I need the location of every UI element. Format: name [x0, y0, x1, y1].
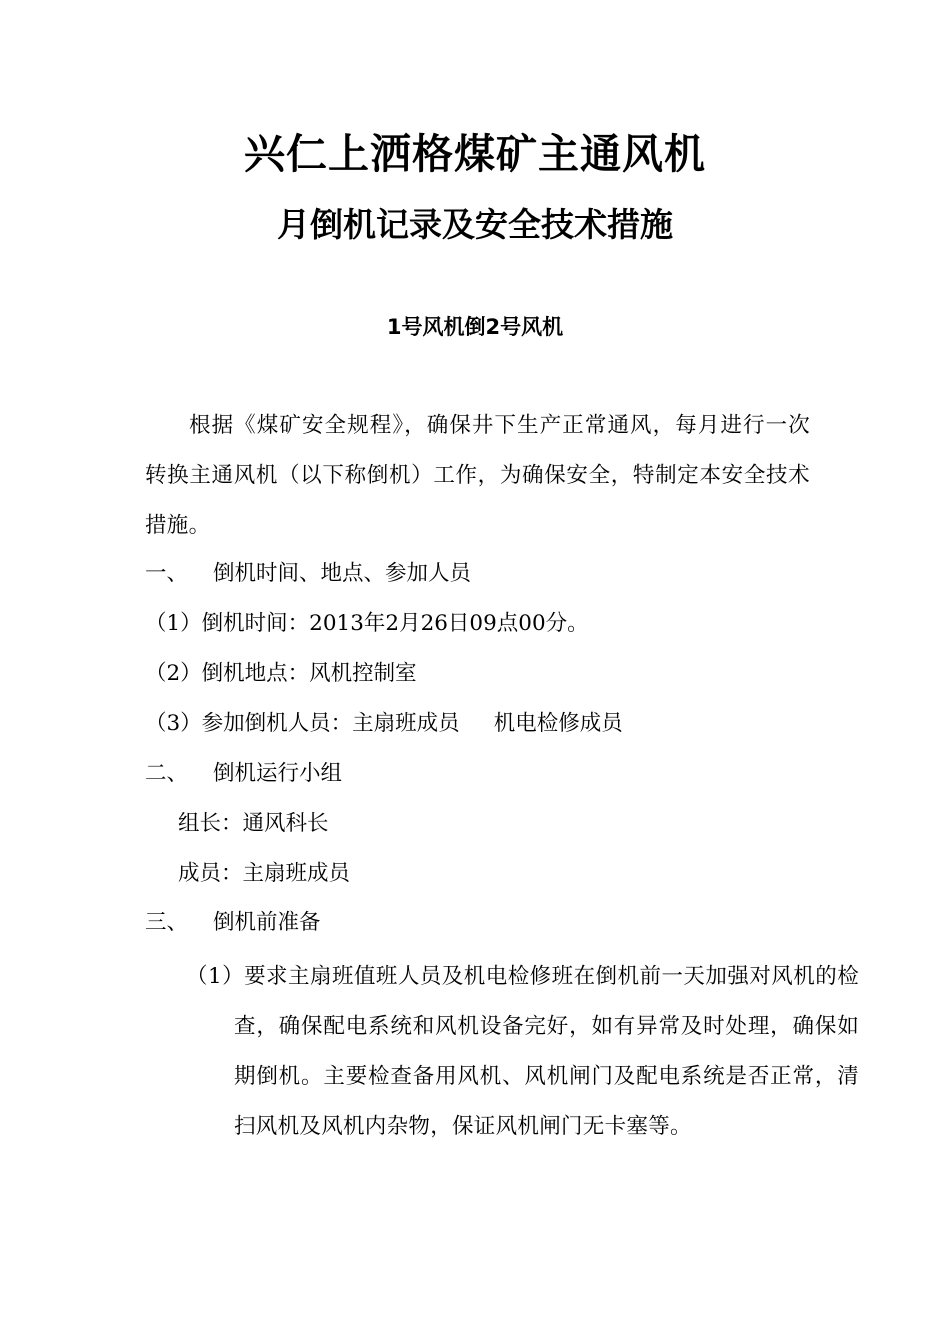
section-2-title: 倒机运行小组 [213, 761, 343, 786]
section-3-item-1: （1）要求主扇班值班人员及机电检修班在倒机前一天加强对风机的检查，确保配电系统和风机设备完好，如有异常及时处理，确保如期倒机。主要检查备用风机、风机闸门及配电系统是否正常，清扫风机及风机内杂物，保证风机闸门无卡塞等。 [186, 964, 859, 1139]
intro-paragraph: 根据《煤矿安全规程》，确保井下生产正常通风，每月进行一次转换主通风机（以下称倒机）工作，为确保安全，特制定本安全技术措施。 [145, 413, 810, 538]
section-1-item-3 [145, 706, 623, 742]
section-2-number: 二、 [145, 761, 189, 786]
section-2-heading [145, 756, 342, 792]
section-1-number: 一、 [145, 561, 189, 586]
section-1-item-3-suffix: 机电检修成员 [493, 711, 623, 736]
document-title-sub: 月倒机记录及安全技术措施 [277, 205, 673, 244]
document-subtitle: 1号风机倒2号风机 [386, 315, 564, 339]
section-3-number: 三、 [145, 910, 189, 935]
section-2-members: 成员：主扇班成员 [178, 861, 351, 886]
section-1-item-1: （1）倒机时间：2013年2月26日09点00分。 [145, 611, 589, 636]
section-2-leader: 组长：通风科长 [178, 811, 329, 836]
document-title: 兴仁上洒格煤矿主通风机 [244, 130, 706, 178]
section-1-heading [145, 556, 471, 592]
section-1-item-2: （2）倒机地点：风机控制室 [145, 661, 417, 686]
section-3-title: 倒机前准备 [213, 910, 321, 935]
section-1-item-3-prefix: （3）参加倒机人员：主扇班成员 [145, 711, 460, 736]
section-1-title: 倒机时间、地点、参加人员 [213, 561, 472, 586]
section-3-heading [145, 905, 321, 941]
